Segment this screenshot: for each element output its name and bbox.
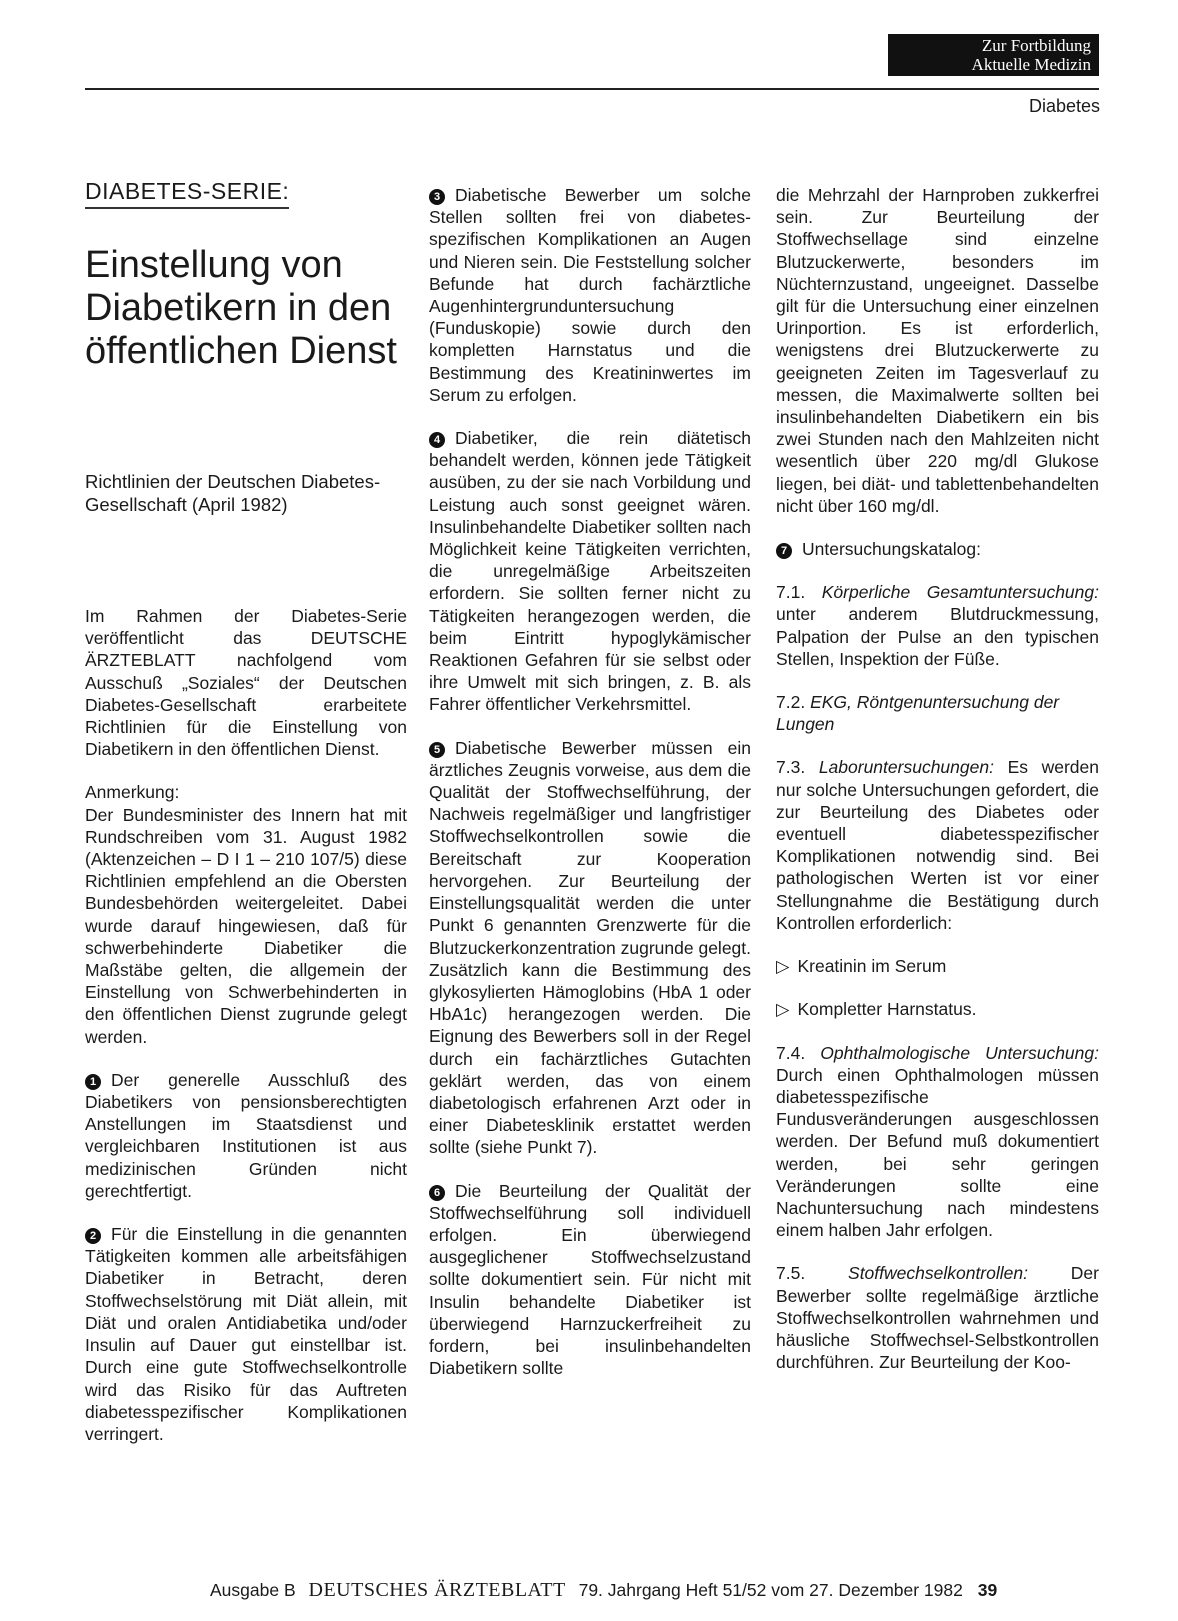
point-4 [429, 427, 751, 716]
bullet-1-text: Kreatinin im Serum [797, 956, 947, 977]
section-7-4-text: Durch einen Ophthalmologen müssen diabetesspezifische Fundusveränderungen ausgeschlossen werden. Der Befund muß dokumentiert werden, bei sehr geringen Veränderungen sollte eine Nachuntersuchung nach mindestens einem halben Jahr erfolgen. [776, 1064, 1099, 1241]
point-2 [85, 1223, 407, 1445]
page-footer [210, 1579, 997, 1602]
number-5-icon: 5 [429, 742, 445, 758]
section-7-5-heading: Stoffwechselkontrollen: [848, 1263, 1028, 1284]
header-rule [85, 88, 1099, 90]
section-7-5-number: 7.5. [776, 1263, 806, 1284]
section-7-1-heading: Körperliche Gesamtuntersuchung: [821, 582, 1099, 603]
point-7 [776, 538, 1099, 560]
point-1-text: Der generelle Ausschluß des Diabetikers von pensionsberechtigten Anstellungen im Staatsdienst und vergleichbaren Institutionen ist aus medizinischen Gründen nicht gerechtfertigt. [85, 1069, 407, 1201]
point-7-text: Untersuchungskatalog: [802, 539, 981, 560]
section-7-1-text: unter anderem Blutdruckmessung, Palpation der Pulse an den typischen Stellen, Inspektion der Füße. [776, 604, 1099, 669]
note-paragraph [85, 781, 407, 1047]
number-6-icon: 6 [429, 1185, 445, 1201]
point-6-text: Die Beurteilung der Qualität der Stoffwechselführung soll individuell erfolgen. Ein überwiegend ausgeglichener Stoffwechselzustand sollte dokumentiert sein. Für nicht mit Insulin behandelte Diabetiker ist überwiegend Harnzuckerfreiheit zu fordern, bei insulinbehandelten Diabetikern sollte [429, 1180, 751, 1379]
footer-magazine: DEUTSCHES ÄRZTEBLATT [308, 1579, 566, 1601]
badge-line-1: Zur Fortbildung [981, 36, 1091, 55]
article-subtitle: Richtlinien der Deutschen Diabetes-Gesellschaft (April 1982) [85, 471, 381, 515]
point-6-continued: die Mehrzahl der Harnproben zukkerfrei sein. Zur Beurteilung der Stoffwechsellage sind einzelne Blutzuckerwerte, besonders im Nüchternzustand, ungeeignet. Dasselbe gilt für die Untersuchung einer einzelnen Urinportion. Es ist erforderlich, wenigstens drei Blutzuckerwerte zu geeigneten Zeiten im Tagesverlauf zu messen, die Maximalwerte sollten bei insulinbehandelten Diabetikern ein bis zwei Stunden nach den Mahlzeiten nicht wesentlich über 220 mg/dl Glukose liegen, bei diät- und tablettenbehandelten nicht über 160 mg/dl. [776, 185, 1099, 516]
bullet-2-text: Kompletter Harnstatus. [797, 999, 977, 1020]
number-7-icon: 7 [776, 543, 792, 559]
triangle-right-icon: ▷ [776, 999, 790, 1020]
badge-line-2: Aktuelle Medizin [971, 55, 1091, 74]
section-7-3-heading: Laboruntersuchungen: [818, 757, 994, 778]
section-7-2 [776, 691, 1099, 735]
point-2-text: Für die Einstellung in die genannten Tätigkeiten kommen alle arbeitsfähigen Diabetiker in Betracht, deren Stoffwechselstörung mit Diät allein, mit Diät und oralen Antidiabetika und/oder Insulin auf Dauer gut einstellbar ist. Durch eine gute Stoffwechselkontrolle wird das Risiko für das Auftreten diabetesspezifischer Komplikationen verringert. [85, 1224, 407, 1444]
section-7-3-number: 7.3. [776, 757, 806, 778]
point-5-text: Diabetische Bewerber müssen ein ärztliches Zeugnis vorweise, aus dem die Qualität der Stoffwechselführung, der Nachweis regelmäßiger und langfristiger Stoffwechselkontrollen sowie die Bereitschaft zur Kooperation hervorgehen. Zur Beurteilung der Einstellungsqualität werden die unter Punkt 6 genannten Grenzwerte für die Blutzuckerkonzentration zugrunde gelegt. Zusätzlich kann die Bestimmung des glykosylierten Hämoglobins (HbA 1 oder HbA1c) herangezogen werden. Die Eignung des Bewerbers soll in der Regel durch ein fachärztliches Gutachten geklärt werden, das von einem diabetologisch erfahrenen Arzt oder in einer Diabetesklinik erstattet werden sollte (siehe Punkt 7). [429, 737, 752, 1158]
section-7-3 [776, 756, 1099, 934]
column-2 [429, 184, 751, 1400]
column-3 [776, 184, 1099, 1394]
point-3 [429, 184, 751, 406]
section-7-5-text: Der Bewerber sollte regelmäßige ärztliche Stoffwechselkontrollen wahrnehmen und häusliche Stoffwechsel-Selbstkontrollen durchführen. Zur Beurteilung der Koo- [776, 1263, 1099, 1373]
intro-paragraph: Im Rahmen der Diabetes-Serie veröffentlicht das DEUTSCHE ÄRZTEBLATT nachfolgend vom Ausschuß „Soziales“ der Deutschen Diabetes-Gesellschaft erarbeitete Richtlinien für die Einstellung von Diabetikern in den öffentlichen Dienst. [85, 606, 407, 760]
point-1 [85, 1069, 407, 1202]
number-1-icon: 1 [85, 1074, 101, 1090]
note-text: Der Bundesminister des Innern hat mit Rundschreiben vom 31. August 1982 (Aktenzeichen – D I 1 – 210 107/5) diese Richtlinien empfehlend an die Obersten Bundesbehörden weitergeleitet. Dabei wurde darauf hingewiesen, daß für schwerbehinderte Diabetiker die Maßstäbe gelten, die allgemein der Einstellung von Schwerbehinderten in den öffentlichen Dienst zugrunde gelegt werden. [85, 804, 407, 1047]
section-7-4 [776, 1042, 1099, 1242]
section-7-1-number: 7.1. [776, 582, 806, 603]
number-3-icon: 3 [429, 189, 445, 205]
point-6 [429, 1180, 751, 1380]
point-3-text: Diabetische Bewerber um solche Stellen sollten frei von diabetes-spezifischen Komplikationen an Augen und Nieren sein. Die Feststellung solcher Befunde hat durch fachärztliche Augenhintergrunduntersuchung (Funduskopie) sowie durch den kompletten Harnstatus und die Bestimmung des Kreatininwertes im Serum zu erfolgen. [429, 185, 751, 405]
point-4-text: Diabetiker, die rein diätetisch behandelt werden, können jede Tätigkeit ausüben, zu der sie nach Vorbildung und Leistung auch sonst geeignet wären. Insulinbehandelte Diabetiker sollten nach Möglichkeit keine Tätigkeiten verrichten, die unregelmäßige Arbeitszeiten erfordern. Sie sollten ferner nicht zu Tätigkeiten herangezogen werden, die beim Eintritt hypoglykämischer Reaktionen Gefahren für sie selbst oder ihre Umwelt mit sich bringen, z. B. als Fahrer öffentlicher Verkehrsmittel. [429, 428, 751, 715]
section-7-2-number: 7.2. [776, 692, 806, 713]
bullet-item-1 [776, 955, 1099, 977]
article-title: Einstellung von Diabetikern in den öffentlichen Dienst [85, 244, 397, 372]
footer-issue: 79. Jahrgang Heft 51/52 vom 27. Dezember 1982 [578, 1580, 963, 1600]
triangle-right-icon: ▷ [776, 956, 790, 977]
note-label: Anmerkung: [85, 782, 180, 803]
section-7-5 [776, 1262, 1099, 1373]
column-1 [85, 605, 407, 1466]
footer-edition: Ausgabe B [210, 1580, 296, 1600]
number-2-icon: 2 [85, 1228, 101, 1244]
section-7-4-heading: Ophthalmologische Untersuchung: [820, 1042, 1099, 1063]
section-label: Diabetes [1028, 96, 1100, 116]
category-badge [888, 34, 1099, 76]
bullet-item-2 [776, 998, 1099, 1020]
section-7-3-text: Es werden nur solche Untersuchungen gefordert, die zur Beurteilung des Diabetes oder eventuell diabetesspezifischer Komplikationen notwendig sind. Bei pathologischen Werten ist vor einer Stellungnahme die Bestätigung durch Kontrollen erforderlich: [776, 757, 1099, 933]
page-number: 39 [977, 1580, 998, 1600]
section-7-4-number: 7.4. [776, 1042, 806, 1063]
section-7-2-heading: EKG, Röntgenuntersuchung der Lungen [776, 692, 1060, 735]
section-7-1 [776, 581, 1099, 670]
series-label: DIABETES-SERIE: [85, 178, 289, 209]
point-5 [429, 737, 751, 1159]
number-4-icon: 4 [429, 432, 445, 448]
